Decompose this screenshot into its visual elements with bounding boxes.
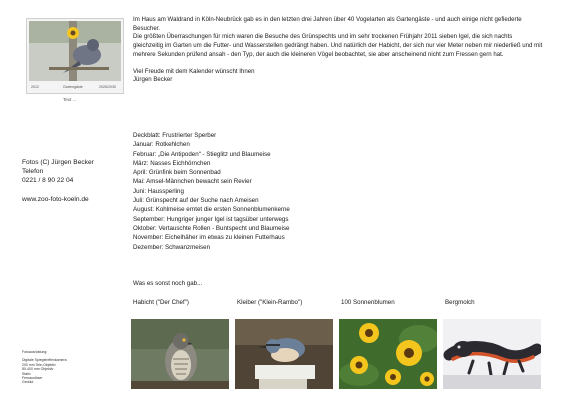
month-item-march: März: Nasses Eichhörnchen <box>133 159 211 167</box>
month-item-june: Juni: Haussperling <box>133 187 184 195</box>
photo-sonnenblumen <box>339 319 437 389</box>
equipment-heading: Fotoausrüstung: <box>22 350 48 354</box>
month-item-may: Mai: Amsel-Männchen bewacht sein Revier <box>133 178 252 186</box>
month-item-december: Dezember: Schwanzmeisen <box>133 243 211 251</box>
month-item-october: Oktober: Vertauschte Rollen - Buntspecht und Blaumeise <box>133 224 290 232</box>
month-item-april: April: Grünfink beim Sonnenbad <box>133 169 221 177</box>
cover-caption-range: 2026/2030 <box>99 85 116 89</box>
month-item-august: August: Kohlmeise erntet die ersten Sonnenblumenkerne <box>133 206 290 214</box>
cover-caption-year: 2012 <box>31 85 39 89</box>
photo-habicht <box>131 319 229 389</box>
month-item-january: Januar: Rotkehlchen <box>133 141 190 149</box>
month-item-july: Juli: Grünspecht auf der Suche nach Ameisen <box>133 197 259 205</box>
cover-note: Text ... <box>63 97 77 102</box>
month-item-cover: Deckblatt: Frustrierter Sperber <box>133 132 217 139</box>
intro-signature: Jürgen Becker <box>133 76 173 84</box>
month-item-november: November: Eichelhäher im etwas zu kleinen Futterhaus <box>133 234 285 242</box>
intro-paragraph-2: Die größten Überraschungen für mich waren die Besuche des Grünspechts und im sehr trockenen Frühjahr 2011 sieben Igel, die sich nachts gleichzeitig im Garten um die Futter- und Wasserstellen gedrängt haben. Und natürlich der Habicht, der sich nur vier Meter neben mir niederließ und mit mehrere Sekunden prüfend ansah - den Typ, der auch die kleineren Vögel beobachtet, sie aber anscheinend nicht zum Fressen gern hat. <box>133 33 543 58</box>
equipment-line: 200 mm Tele-Objektiv <box>22 362 56 367</box>
photo-label-habicht: Habicht ("Der Chef") <box>133 299 189 306</box>
equipment-line: Geduld <box>22 380 34 385</box>
month-item-september: September: Hungriger junger Igel ist tagsüber unterwegs <box>133 215 289 223</box>
month-item-february: Februar: „Die Antipoden“ - Stieglitz und Blaumeise <box>133 150 271 158</box>
photo-bergmolch <box>443 319 541 389</box>
intro-closing: Viel Freude mit dem Kalender wünscht Ihnen <box>133 67 255 75</box>
equipment-line: Fernauslöser <box>22 376 43 381</box>
cover-caption <box>27 84 123 92</box>
photo-label-sonnenblumen: 100 Sonnenblumen <box>341 299 395 306</box>
equipment-line: Stativ <box>22 371 31 376</box>
photo-label-bergmolch: Bergmolch <box>445 299 475 306</box>
photo-kleiber <box>235 319 333 389</box>
equipment-line: Digitale Spiegelreflexkamera <box>22 358 67 363</box>
equipment-line: 80-400 mm Objektiv <box>22 367 54 372</box>
calendar-cover-thumbnail <box>26 18 124 94</box>
cover-caption-title: Gartengäste <box>63 85 83 89</box>
intro-paragraph-1: Im Haus am Waldrand in Köln-Neubrück gab es in den letzten drei Jahren über 40 Vogelarten als Gartengäste - und auch einige nicht gefiederte Besucher. <box>133 16 522 32</box>
contact-block <box>22 159 94 205</box>
more-title: Was es sonst noch gab... <box>133 280 203 287</box>
equipment-notes <box>22 350 67 385</box>
month-list <box>133 131 373 252</box>
cover-photo-sparrowhawk <box>29 21 121 81</box>
intro-text <box>133 16 543 85</box>
phone-number: 0221 / 8 90 22 04 <box>22 176 74 184</box>
website-link[interactable]: www.zoo-foto-koeln.de <box>22 196 89 204</box>
phone-label: Telefon <box>22 167 44 175</box>
photo-credit: Fotos (C) Jürgen Becker <box>22 159 94 166</box>
photo-label-kleiber: Kleiber ("Klein-Rambo") <box>237 299 303 306</box>
